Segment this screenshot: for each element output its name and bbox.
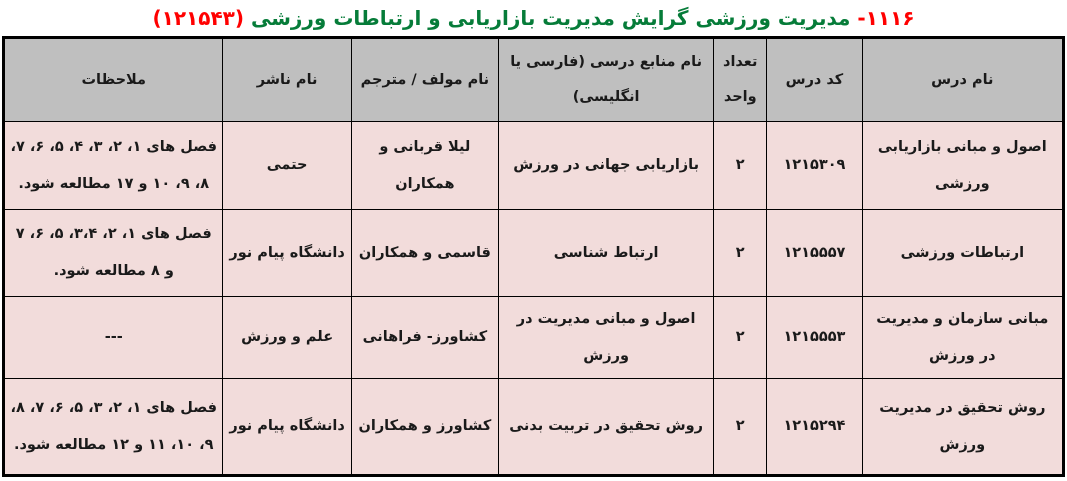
header-resource: نام منابع درسی (فارسی یا انگلیسی) xyxy=(499,38,714,122)
table-row xyxy=(4,210,1064,297)
table-header-row xyxy=(4,38,1064,122)
table-row xyxy=(4,122,1064,210)
cell-notes: فصل های ۱، ۲، ۳، ۴، ۵، ۶، ۷، ۸، ۹، ۱۰ و ۱۷ مطالعه شود. xyxy=(4,122,223,210)
cell-publisher: علم و ورزش xyxy=(223,297,351,379)
header-author: نام مولف / مترجم xyxy=(351,38,498,122)
cell-units: ۲ xyxy=(714,210,767,297)
table-row xyxy=(4,379,1064,476)
course-resources-table xyxy=(2,36,1065,477)
cell-units: ۲ xyxy=(714,297,767,379)
cell-publisher: حتمی xyxy=(223,122,351,210)
header-notes: ملاحظات xyxy=(4,38,223,122)
cell-course-name: مبانی سازمان و مدیریت در ورزش xyxy=(862,297,1063,379)
cell-course-code: ۱۲۱۵۳۰۹ xyxy=(767,122,862,210)
header-course-code: کد درس xyxy=(767,38,862,122)
table-row xyxy=(4,297,1064,379)
header-units: تعداد واحد xyxy=(714,38,767,122)
cell-course-code: ۱۲۱۵۵۵۷ xyxy=(767,210,862,297)
cell-course-name: اصول و مبانی بازاریابی ورزشی xyxy=(862,122,1063,210)
cell-notes: فصل های ۱، ۲، ۳،۴، ۵، ۶، ۷ و ۸ مطالعه شود. xyxy=(4,210,223,297)
cell-notes: فصل های ۱، ۲، ۳، ۵، ۶، ۷، ۸، ۹، ۱۰، ۱۱ و ۱۲ مطالعه شود. xyxy=(4,379,223,476)
program-code: (۱۲۱۵۴۳) xyxy=(152,6,244,30)
cell-author: لیلا قربانی و همکاران xyxy=(351,122,498,210)
cell-units: ۲ xyxy=(714,379,767,476)
cell-author: قاسمی و همکاران xyxy=(351,210,498,297)
header-course-name: نام درس xyxy=(862,38,1063,122)
cell-course-name: ارتباطات ورزشی xyxy=(862,210,1063,297)
cell-publisher: دانشگاه پیام نور xyxy=(223,379,351,476)
cell-resource: بازاریابی جهانی در ورزش xyxy=(499,122,714,210)
cell-publisher: دانشگاه پیام نور xyxy=(223,210,351,297)
program-name: مدیریت ورزشی گرایش مدیریت بازاریابی و ارتباطات ورزشی xyxy=(251,6,851,30)
cell-resource: اصول و مبانی مدیریت در ورزش xyxy=(499,297,714,379)
cell-author: کشاورز و همکاران xyxy=(351,379,498,476)
cell-resource: ارتباط شناسی xyxy=(499,210,714,297)
program-number: ۱۱۱۶- xyxy=(857,6,915,30)
cell-resource: روش تحقیق در تربیت بدنی xyxy=(499,379,714,476)
header-publisher: نام ناشر xyxy=(223,38,351,122)
cell-course-name: روش تحقیق در مدیریت ورزش xyxy=(862,379,1063,476)
cell-course-code: ۱۲۱۵۵۵۳ xyxy=(767,297,862,379)
cell-notes: --- xyxy=(4,297,223,379)
cell-units: ۲ xyxy=(714,122,767,210)
page-title xyxy=(0,0,1067,36)
cell-author: کشاورز- فراهانی xyxy=(351,297,498,379)
cell-course-code: ۱۲۱۵۲۹۴ xyxy=(767,379,862,476)
